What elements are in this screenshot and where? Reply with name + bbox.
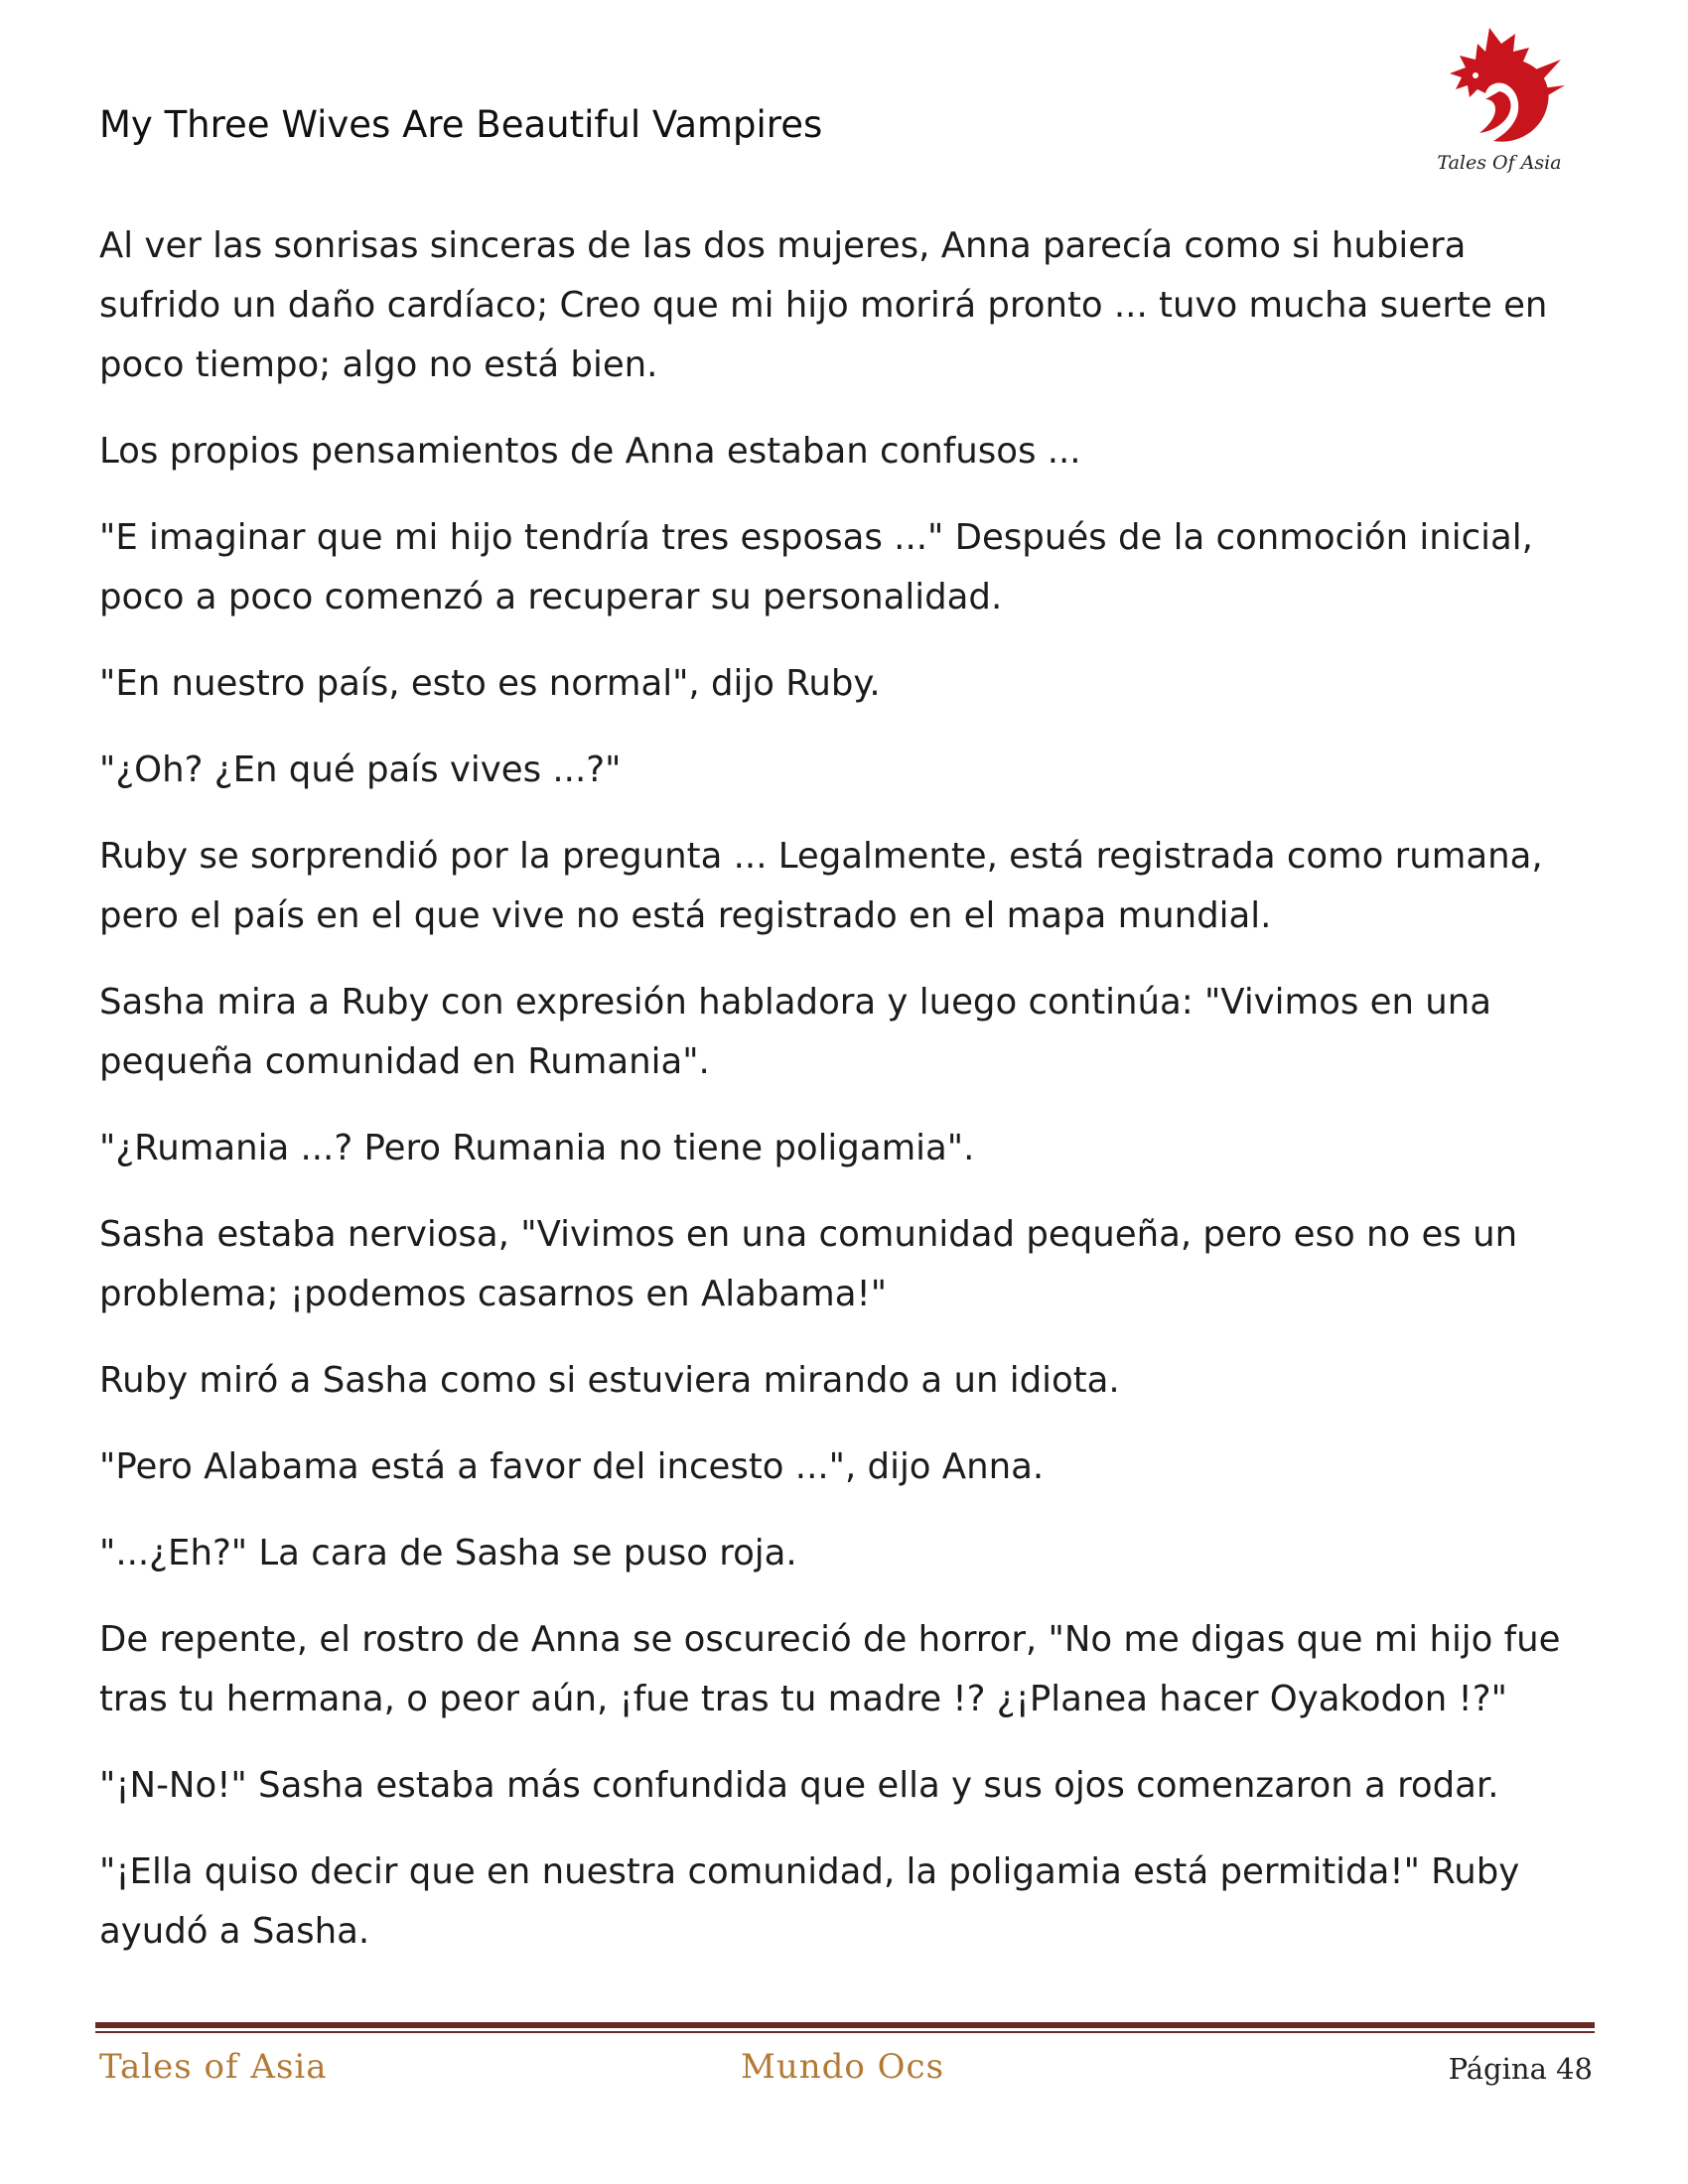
paragraph: "E imaginar que mi hijo tendría tres esposas ..." Después de la conmoción inicial, poco a poco comenzó a recuperar su personalidad.: [99, 517, 1533, 617]
paragraph: Sasha estaba nerviosa, "Vivimos en una comunidad pequeña, pero eso no es un problema; ¡podemos casarnos en Alabama!": [99, 1214, 1518, 1314]
paragraph: "Pero Alabama está a favor del incesto ...", dijo Anna.: [99, 1446, 1045, 1487]
chapter-body: [99, 216, 1594, 1988]
paragraph: Al ver las sonrisas sinceras de las dos mujeres, Anna parecía como si hubiera sufrido un daño cardíaco; Creo que mi hijo morirá pronto ... tuvo mucha suerte en poco tiempo; algo no está bien.: [99, 225, 1548, 385]
paragraph: "¡N-No!" Sasha estaba más confundida que ella y sus ojos comenzaron a rodar.: [99, 1765, 1499, 1806]
paragraph: "¡Ella quiso decir que en nuestra comunidad, la poligamia está permitida!" Ruby ayudó a Sasha.: [99, 1851, 1520, 1952]
paragraph: Sasha mira a Ruby con expresión habladora y luego continúa: "Vivimos en una pequeña comunidad en Rumania".: [99, 982, 1492, 1082]
footer-site-name: Tales of Asia: [99, 2047, 328, 2087]
paragraph: "¿Oh? ¿En qué país vives ...?": [99, 750, 622, 790]
footer-page-number: Página 48: [1448, 2052, 1593, 2086]
paragraph: Los propios pensamientos de Anna estaban confusos ...: [99, 431, 1081, 472]
paragraph: Ruby se sorprendió por la pregunta ... Legalmente, está registrada como rumana, pero el país en el que vive no está registrado en el mapa mundial.: [99, 836, 1543, 936]
footer-translator-name: Mundo Ocs: [741, 2047, 945, 2087]
tales-of-asia-logo: [1430, 20, 1569, 179]
page-header-title: My Three Wives Are Beautiful Vampires: [99, 103, 823, 146]
footer-divider-thick: [95, 2022, 1595, 2028]
paragraph: Ruby miró a Sasha como si estuviera mirando a un idiota.: [99, 1360, 1120, 1401]
paragraph: "...¿Eh?" La cara de Sasha se puso roja.: [99, 1533, 797, 1573]
logo-text: Tales Of Asia: [1437, 152, 1562, 174]
dragon-icon: [1430, 20, 1569, 154]
paragraph: "¿Rumania ...? Pero Rumania no tiene poligamia".: [99, 1128, 975, 1168]
paragraph: "En nuestro país, esto es normal", dijo Ruby.: [99, 663, 881, 704]
paragraph: De repente, el rostro de Anna se oscureció de horror, "No me digas que mi hijo fue tras tu hermana, o peor aún, ¡fue tras tu madre !? ¿¡Planea hacer Oyakodon !?": [99, 1619, 1561, 1719]
footer-divider-thin: [95, 2031, 1595, 2033]
